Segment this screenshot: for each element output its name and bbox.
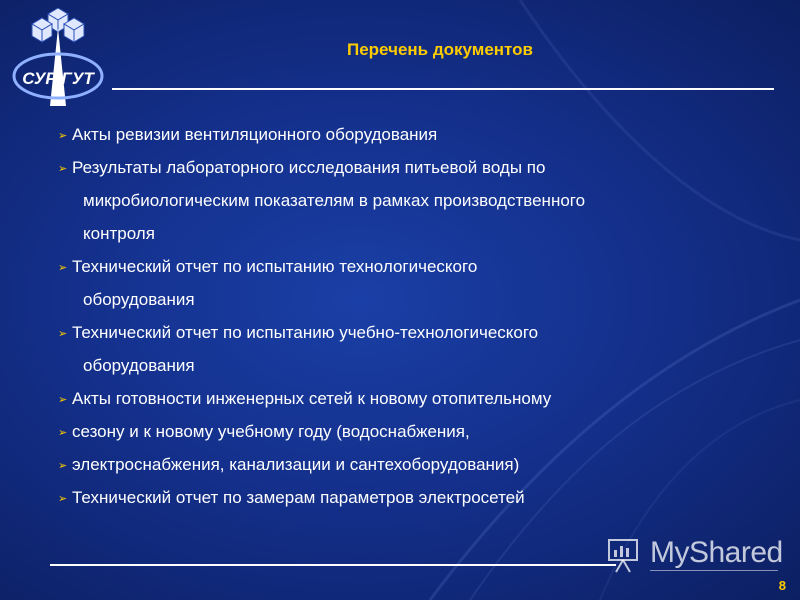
list-item xyxy=(58,415,778,448)
bottom-divider xyxy=(50,564,616,566)
arrow-bullet-icon: ➢ xyxy=(58,493,68,505)
list-item xyxy=(58,481,778,514)
arrow-bullet-icon: ➢ xyxy=(58,328,68,340)
logo-emblem xyxy=(8,8,108,108)
watermark-underline xyxy=(650,570,778,571)
list-item-text: контроля xyxy=(83,224,155,243)
arrow-bullet-icon: ➢ xyxy=(58,262,68,274)
list-item-text: Технический отчет по испытанию технологического xyxy=(72,257,478,276)
page-number: 8 xyxy=(778,578,786,593)
list-item-text: микробиологическим показателям в рамках производственного xyxy=(83,191,586,210)
list-item-text: электроснабжения, канализации и сантехоборудования) xyxy=(72,455,520,474)
page-title: Перечень документов xyxy=(346,40,533,59)
watermark-text: MyShared xyxy=(650,536,783,569)
arrow-bullet-icon: ➢ xyxy=(58,427,68,439)
watermark xyxy=(606,534,786,574)
list-item-text: Технический отчет по замерам параметров электросетей xyxy=(72,488,525,507)
list-item xyxy=(58,316,778,382)
list-item-text: Акты готовности инженерных сетей к новому отопительному xyxy=(72,389,552,408)
list-item xyxy=(58,448,778,481)
list-item xyxy=(58,250,778,316)
list-item-text: сезону и к новому учебному году (водоснабжения, xyxy=(72,422,470,441)
list-item-text: Акты ревизии вентиляционного оборудования xyxy=(72,125,438,144)
arrow-bullet-icon: ➢ xyxy=(58,163,68,175)
list-item-text: оборудования xyxy=(83,290,195,309)
list-item xyxy=(58,382,778,415)
arrow-bullet-icon: ➢ xyxy=(58,394,68,406)
list-item xyxy=(58,151,778,250)
top-divider xyxy=(112,88,774,90)
arrow-bullet-icon: ➢ xyxy=(58,130,68,142)
list-item xyxy=(58,118,778,151)
document-list xyxy=(58,118,778,514)
presentation-icon xyxy=(606,536,644,574)
list-item-text: оборудования xyxy=(83,356,195,375)
logo-text: СУР ГУТ xyxy=(22,69,94,88)
list-item-text: Результаты лабораторного исследования питьевой воды по xyxy=(72,158,546,177)
list-item-text: Технический отчет по испытанию учебно-технологического xyxy=(72,323,539,342)
arrow-bullet-icon: ➢ xyxy=(58,460,68,472)
